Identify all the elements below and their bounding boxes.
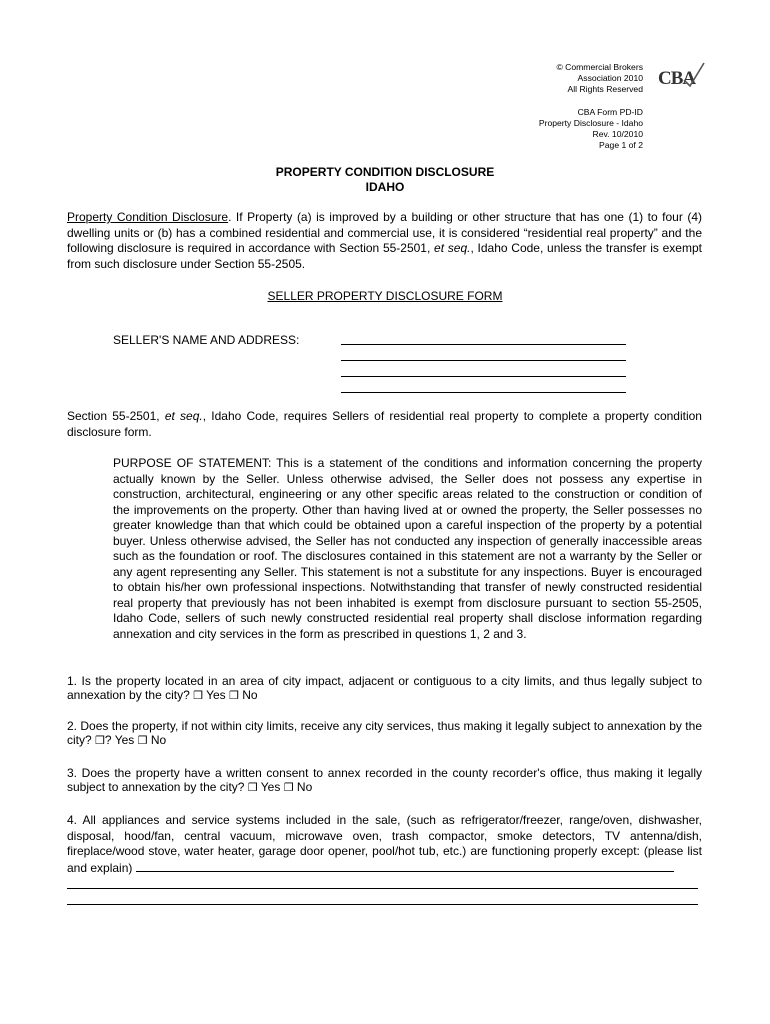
intro-lead: Property Condition Disclosure <box>67 210 229 224</box>
copyright-line: Association 2010 <box>577 73 643 83</box>
question-4-answer-line[interactable] <box>136 860 674 872</box>
intro-text-end: , Idaho Code, unless the transfer is exempt from such disclosure under Section 55-2505. <box>67 241 702 271</box>
yes-label: Yes <box>202 687 229 702</box>
section-paragraph <box>67 409 702 440</box>
document-subtitle: IDAHO <box>365 180 405 194</box>
question-3-yes-checkbox[interactable]: ❒ <box>247 781 258 794</box>
question-mark: ? <box>104 732 112 747</box>
seller-address-line[interactable] <box>341 360 626 361</box>
intro-etseq: et seq. <box>434 241 471 256</box>
seller-address-line[interactable] <box>341 392 626 393</box>
question-2-no-checkbox[interactable]: ❒ <box>137 734 148 747</box>
no-label: No <box>293 779 313 794</box>
section-text-end: , Idaho Code, requires Sellers of residential real property to complete a property condition disclosure form. <box>67 409 702 439</box>
purpose-statement: PURPOSE OF STATEMENT: This is a statement of the conditions and information concerning the property actually known by the Seller. Unless otherwise advised, the Seller does not possess any expertise in construction, architectural, engineering or any other specific areas related to the construction or condition of the improvements on the property. Other than having lived at or owned the property, the Seller possesses no greater knowledge than that which could be obtained upon a careful inspection of the property by a potential buyer. Unless otherwise advised, the Seller has not conducted any inspection of generally inaccessible areas such as the foundation or roof. The disclosures contained in this statement are not a warranty by the Seller or any agent representing any Seller. This statement is not a substitute for any inspections. Buyer is encouraged to obtain his/her own professional inspections. Notwithstanding that transfer of newly constructed residential real property that previously has not been inhabited is exempt from disclosure pursuant to section 55-2505, Idaho Code, sellers of such newly constructed residential real property shall disclose information regarding annexation and city services in the form as prescribed in questions 1, 2 and 3. <box>113 456 702 641</box>
seller-form-heading: SELLER PROPERTY DISCLOSURE FORM <box>267 289 503 303</box>
intro-paragraph <box>67 210 702 272</box>
no-label: No <box>147 732 167 747</box>
question-4-answer-line[interactable] <box>67 888 698 889</box>
seller-address-line[interactable] <box>341 344 626 345</box>
question-1-text: 1. Is the property located in an area of city impact, adjacent or contiguous to a city limits, and thus legally subject to annexation by the city? <box>67 674 702 702</box>
question-2 <box>67 720 702 748</box>
no-label: No <box>238 687 258 702</box>
question-3-text: 3. Does the property have a written consent to annex recorded in the county recorder's office, thus making it legally subject to annexation by the city? <box>67 766 702 794</box>
form-identifier <box>539 107 643 151</box>
seller-name-label: SELLER'S NAME AND ADDRESS: <box>113 333 300 347</box>
form-id-line: Property Disclosure - Idaho <box>538 118 643 128</box>
question-2-text: 2. Does the property, if not within city limits, receive any city services, thus making it legally subject to annexation by the city? <box>67 719 702 747</box>
page-number: Page 1 of 2 <box>599 140 643 150</box>
cba-logo <box>656 60 706 90</box>
copyright-line: © Commercial Brokers <box>556 62 643 72</box>
section-text: Section 55-2501, <box>67 409 165 423</box>
copyright-notice <box>556 62 643 95</box>
question-4-answer-line[interactable] <box>67 904 698 905</box>
question-1-yes-checkbox[interactable]: ❒ <box>193 689 203 702</box>
question-2-yes-checkbox[interactable]: ❒ <box>95 734 105 747</box>
intro-text: . If Property (a) is improved by a building or other structure that has one (1) to four (4) dwelling units or (b) has a combined residential and commercial use, it is considered “residential real property” and the following disclosure is required in accordance with Section 55-2501, <box>67 210 702 256</box>
cba-logo-text: CBA <box>658 68 696 89</box>
yes-label: Yes <box>111 732 138 747</box>
section-etseq: et seq. <box>164 409 203 423</box>
question-4-text: 4. All appliances and service systems included in the sale, (such as refrigerator/freezer, range/oven, dishwasher, disposal, hood/fan, central vacuum, microwave oven, trash compactor, smoke detectors, TV antenna/dish, fireplace/wood stove, water heater, garage door opener, pool/hot tub, etc.) are functioning properly except: (please list and explain) <box>67 813 702 875</box>
question-3-no-checkbox[interactable]: ❒ <box>283 781 294 794</box>
form-id-line: CBA Form PD-ID <box>577 107 643 117</box>
copyright-line: All Rights Reserved <box>567 84 643 94</box>
question-4 <box>67 813 702 876</box>
question-1-no-checkbox[interactable]: ❒ <box>229 689 239 702</box>
question-3 <box>67 767 702 795</box>
form-id-line: Rev. 10/2010 <box>592 129 643 139</box>
seller-address-line[interactable] <box>341 376 626 377</box>
document-title: PROPERTY CONDITION DISCLOSURE <box>275 165 495 179</box>
question-1 <box>67 675 702 703</box>
yes-label: Yes <box>257 779 284 794</box>
